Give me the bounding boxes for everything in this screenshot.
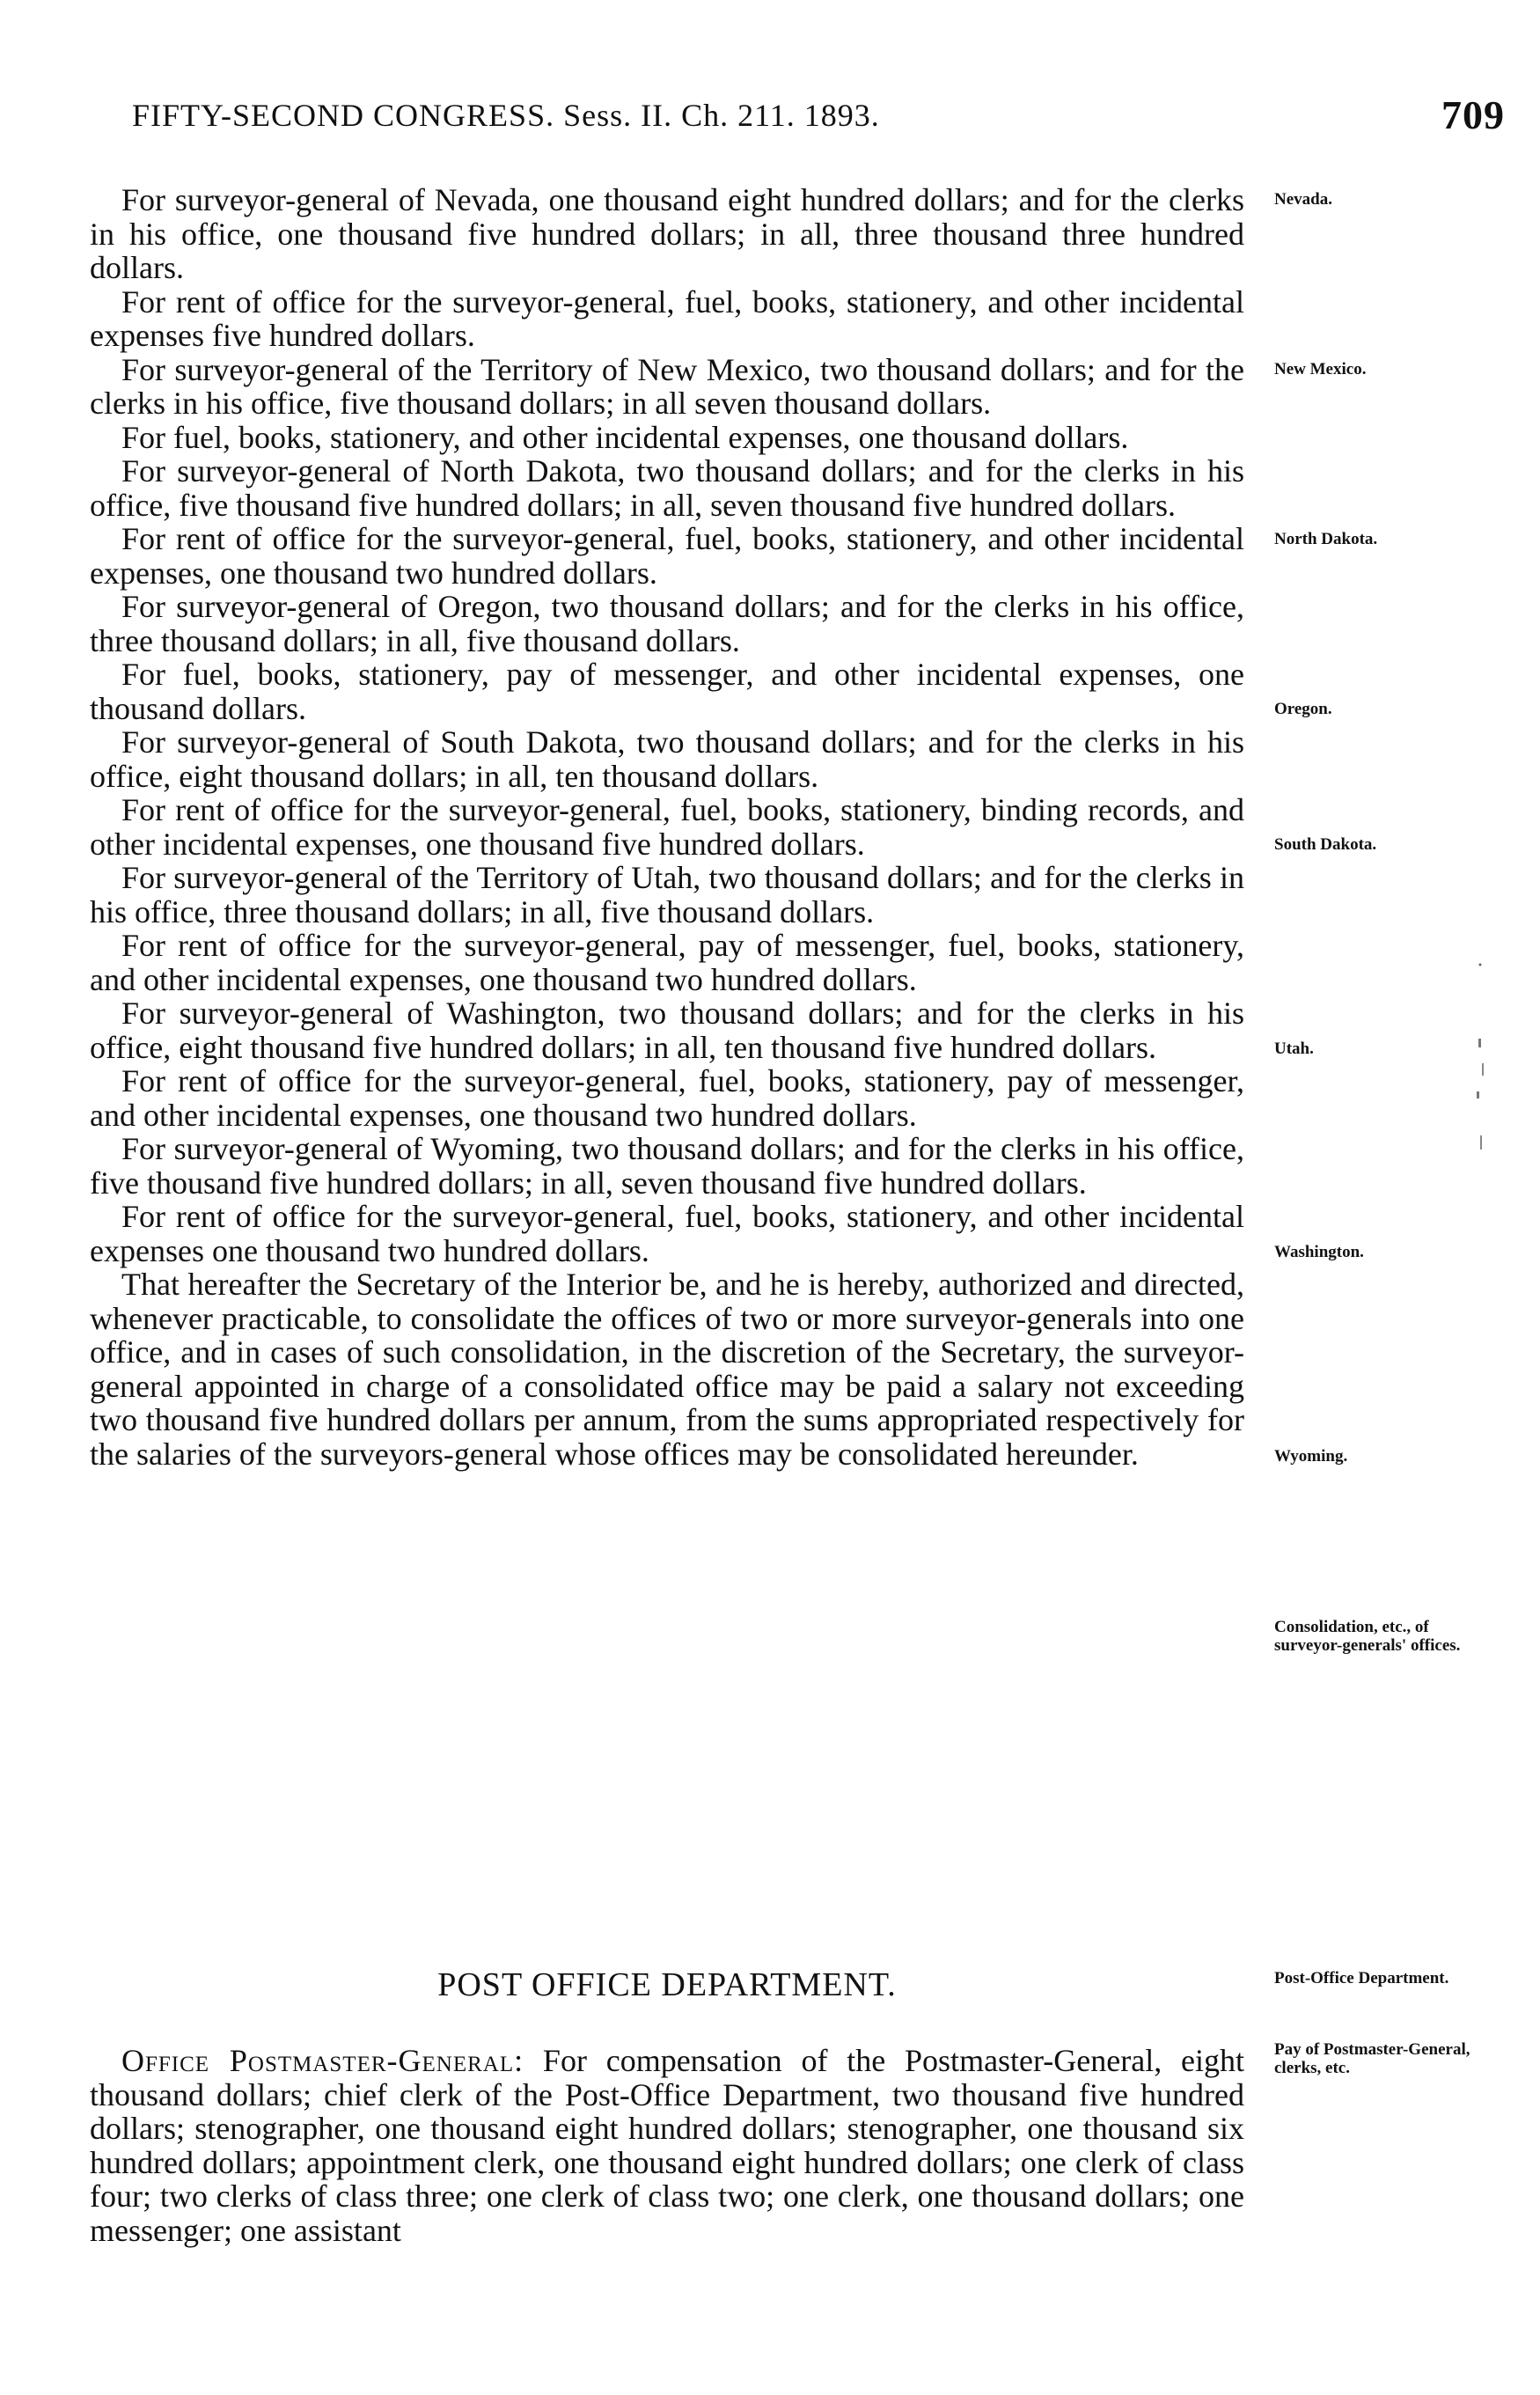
margin-note-utah: Utah.	[1274, 1040, 1314, 1058]
running-header	[132, 92, 1505, 150]
speck	[1477, 1091, 1479, 1098]
scan-specks	[1468, 959, 1494, 1171]
speck	[1479, 964, 1482, 966]
paragraph-south-dakota-rent: For rent of office for the surveyor-general, fuel, books, stationery, binding records, and other incidental expenses, one thousand five hundred dollars.	[90, 792, 1244, 862]
paragraph-consolidation: That hereafter the Secretary of the Interior be, and he is hereby, authorized and directed, whenever practicable, to consolidate the offices of two or more surveyor-generals into one office, and in cases of such consolidation, in the discretion of the Secretary, the surveyor-general appointed in charge of a consolidated office may be paid a salary not exceeding two thousand five hundred dollars per annum, from the sums appropriated respectively for the salaries of the surveyors-general whose offices may be consolidated hereunder.	[90, 1267, 1244, 1472]
paragraph-wyoming-rent: For rent of office for the surveyor-general, fuel, books, stationery, and other incidental expenses one thousand two hundred dollars.	[90, 1199, 1244, 1268]
paragraph-oregon-fuel: For fuel, books, stationery, pay of messenger, and other incidental expenses, one thousand dollars.	[90, 657, 1244, 726]
paragraph-oregon: For surveyor-general of Oregon, two thousand dollars; and for the clerks in his office, three thousand dollars; in all, five thousand dollars.	[90, 589, 1244, 658]
paragraph-washington: For surveyor-general of Washington, two thousand dollars; and for the clerks in his office, eight thousand five hundred dollars; in all, ten thousand five hundred dollars.	[90, 995, 1244, 1065]
margin-note-new-mexico: New Mexico.	[1274, 360, 1367, 378]
paragraph-new-mexico: For surveyor-general of the Territory of New Mexico, two thousand dollars; and for the clerks in his office, five thousand dollars; in all seven thousand dollars.	[90, 351, 1244, 421]
margin-note-pay-postmaster: Pay of Postmaster-General, clerks, etc.	[1274, 2040, 1470, 2077]
margin-note-north-dakota: North Dakota.	[1274, 530, 1378, 548]
paragraph-north-dakota-rent: For rent of office for the surveyor-general, fuel, books, stationery, and other incidental expenses, one thousand two hundred dollars.	[90, 521, 1244, 591]
margin-note-south-dakota: South Dakota.	[1274, 835, 1377, 854]
paragraph-washington-rent: For rent of office for the surveyor-general, fuel, books, stationery, pay of messenger, and other incidental expenses, one thousand two hundred dollars.	[90, 1063, 1244, 1133]
paragraph-nevada: For surveyor-general of Nevada, one thousand eight hundred dollars; and for the clerks in his office, one thousand five hundred dollars; in all, three thousand three hundred dollars.	[90, 182, 1244, 285]
paragraph-north-dakota: For surveyor-general of North Dakota, two thousand dollars; and for the clerks in his office, five thousand five hundred dollars; in all, seven thousand five hundred dollars.	[90, 453, 1244, 523]
margin-note-post-office: Post-Office Department.	[1274, 1969, 1449, 1987]
margin-note-wyoming: Wyoming.	[1274, 1447, 1348, 1466]
postmaster-lead: Office Postmaster-General:	[121, 2043, 524, 2078]
speck	[1478, 1039, 1481, 1047]
section-heading: POST OFFICE DEPARTMENT.	[437, 1966, 897, 2003]
postmaster-body	[90, 2044, 1244, 2247]
postmaster-text: For compensation of the Postmaster-General, eight thousand dollars; chief clerk of the Post-Office Department, two thousand five hundred dollars; stenographer, one thousand eight hundred dollars; stenographer, one thousand six hundred dollars; appointment clerk, one thousand eight hundred dollars; one clerk of class four; two clerks of class three; one clerk of class two; one clerk, one thousand dollars; one messenger; one assistant	[90, 2043, 1244, 2248]
speck	[1482, 1063, 1484, 1076]
paragraph-south-dakota: For surveyor-general of South Dakota, two thousand dollars; and for the clerks in his office, eight thousand dollars; in all, ten thousand dollars.	[90, 724, 1244, 794]
margin-note-washington: Washington.	[1274, 1243, 1364, 1261]
running-head: FIFTY-SECOND CONGRESS. Sess. II. Ch. 211. 1893.	[132, 98, 880, 133]
paragraph-utah: For surveyor-general of the Territory of Utah, two thousand dollars; and for the clerks in his office, three thousand dollars; in all, five thousand dollars.	[90, 860, 1244, 929]
margin-note-nevada: Nevada.	[1274, 190, 1332, 209]
paragraph-wyoming: For surveyor-general of Wyoming, two thousand dollars; and for the clerks in his office, five thousand five hundred dollars; in all, seven thousand five hundred dollars.	[90, 1131, 1244, 1201]
body-text	[90, 183, 1244, 1471]
paragraph-postmaster-general	[90, 2044, 1244, 2247]
paragraph-utah-rent: For rent of office for the surveyor-general, pay of messenger, fuel, books, stationery, and other incidental expenses, one thousand two hundred dollars.	[90, 928, 1244, 997]
margin-note-consolidation: Consolidation, etc., of surveyor-generals' offices.	[1274, 1618, 1461, 1655]
page-number: 709	[1441, 92, 1505, 137]
paragraph-new-mexico-fuel: For fuel, books, stationery, and other incidental expenses, one thousand dollars.	[121, 419, 1129, 455]
speck	[1480, 1135, 1482, 1150]
margin-note-oregon: Oregon.	[1274, 700, 1332, 718]
paragraph-nevada-rent: For rent of office for the surveyor-general, fuel, books, stationery, and other incidental expenses five hundred dollars.	[90, 283, 1244, 353]
